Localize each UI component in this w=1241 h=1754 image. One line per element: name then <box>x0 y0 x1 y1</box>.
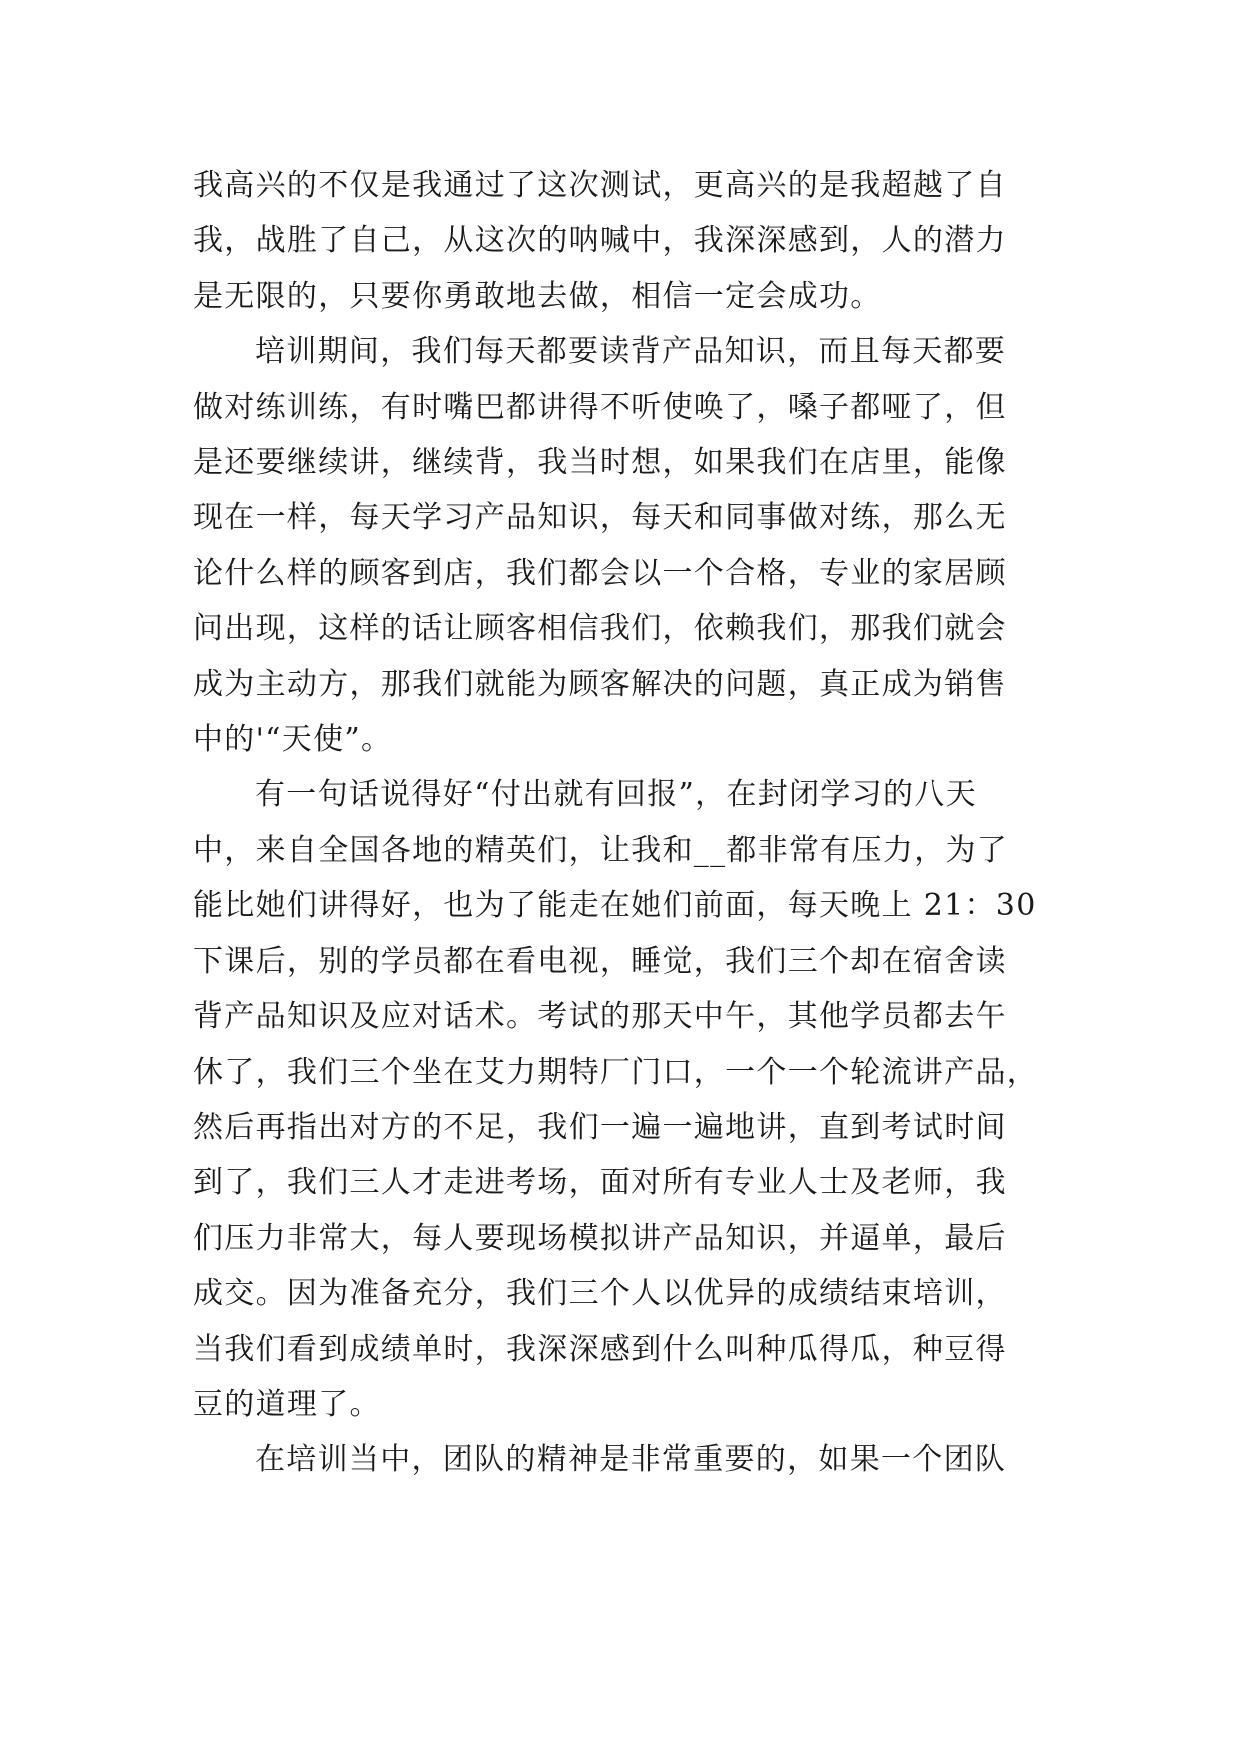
text-line: 是无限的，只要你勇敢地去做，相信一定会成功。 <box>193 278 882 314</box>
document-body <box>193 158 1053 1488</box>
text-line: 成为主动方，那我们就能为顾客解决的问题，真正成为销售 <box>193 666 1007 702</box>
text-line: 中的'“天使”。 <box>193 722 393 758</box>
text-line: 做对练训练，有时嘴巴都讲得不听使唤了，嗓子都哑了，但 <box>193 389 1007 425</box>
text-line: 豆的道理了。 <box>193 1386 381 1422</box>
text-line: 培训期间，我们每天都要读背产品知识，而且每天都要 <box>255 334 1007 370</box>
text-line: 在培训当中，团队的精神是非常重要的，如果一个团队 <box>255 1442 1007 1478</box>
text-line: 我，战胜了自己，从这次的呐喊中，我深深感到，人的潜力 <box>193 223 1007 259</box>
text-line: 成交。因为准备充分，我们三个人以优异的成绩结束培训， <box>193 1276 1007 1312</box>
text-line: 中，来自全国各地的精英们，让我和__都非常有压力，为了 <box>193 832 1009 868</box>
text-line: 能比她们讲得好，也为了能走在她们前面，每天晚上 21：30 <box>193 888 1037 924</box>
text-line: 是还要继续讲，继续背，我当时想，如果我们在店里，能像 <box>193 445 1007 481</box>
text-line: 问出现，这样的话让顾客相信我们，依赖我们，那我们就会 <box>193 611 1007 647</box>
text-line: 下课后，别的学员都在看电视，睡觉，我们三个却在宿舍读 <box>193 943 1007 979</box>
text-line: 当我们看到成绩单时，我深深感到什么叫种瓜得瓜，种豆得 <box>193 1331 1007 1367</box>
paragraph-2 <box>193 324 1053 767</box>
text-line: 论什么样的顾客到店，我们都会以一个合格，专业的家居顾 <box>193 555 1007 591</box>
text-line: 背产品知识及应对话术。考试的那天中午，其他学员都去午 <box>193 999 1007 1035</box>
text-line: 有一句话说得好“付出就有回报”，在封闭学习的八天 <box>255 777 977 813</box>
text-line: 到了，我们三人才走进考场，面对所有专业人士及老师，我 <box>193 1165 1007 1201</box>
paragraph-3 <box>193 767 1053 1432</box>
text-line: 休了，我们三个坐在艾力期特厂门口，一个一个轮流讲产品， <box>193 1054 1039 1090</box>
paragraph-1 <box>193 158 1053 324</box>
text-line: 我高兴的不仅是我通过了这次测试，更高兴的是我超越了自 <box>193 168 1007 203</box>
paragraph-4 <box>193 1432 1053 1487</box>
text-line: 现在一样，每天学习产品知识，每天和同事做对练，那么无 <box>193 500 1007 536</box>
text-line: 们压力非常大，每人要现场模拟讲产品知识，并逼单，最后 <box>193 1220 1007 1256</box>
text-line: 然后再指出对方的不足，我们一遍一遍地讲，直到考试时间 <box>193 1109 1007 1145</box>
